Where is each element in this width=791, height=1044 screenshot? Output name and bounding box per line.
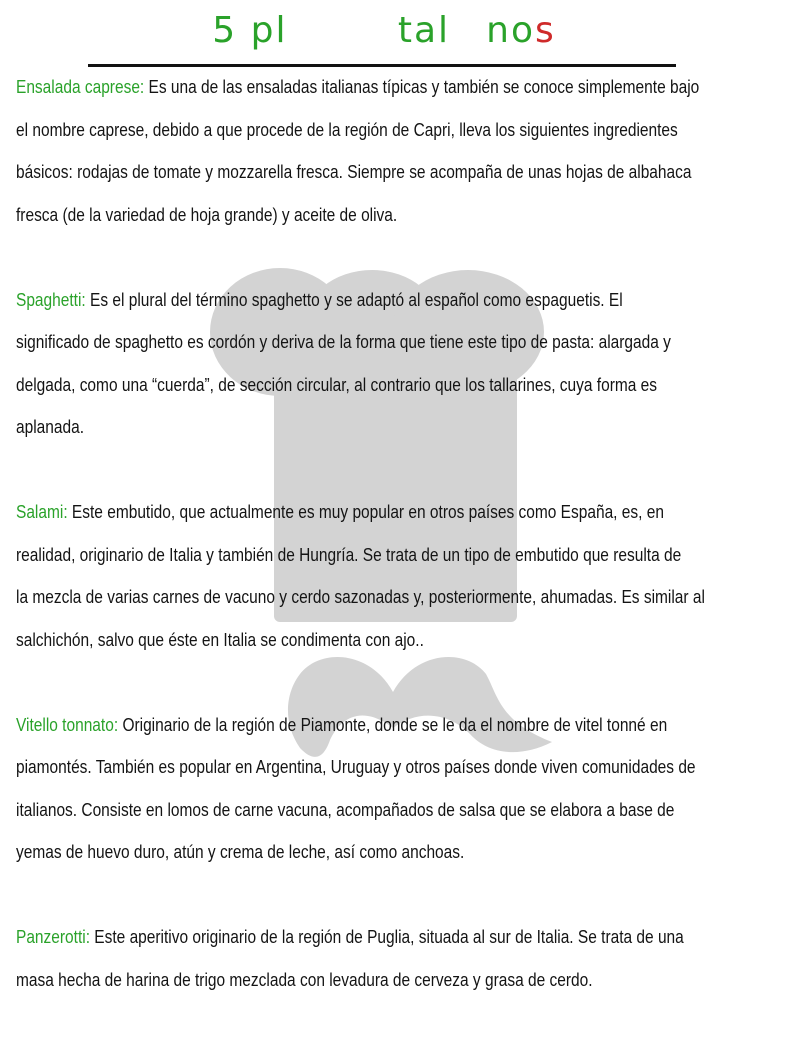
dish-text: Originario de la región de Piamonte, donde se le da el nombre de vitel tonné en — [118, 714, 668, 735]
dish-line — [16, 491, 756, 534]
dish-line — [16, 279, 756, 322]
dish-line: la mezcla de varias carnes de vacuno y cerdo sazonadas y, posteriormente, ahumadas. Es similar al — [16, 587, 705, 607]
dish-entry-salami — [16, 491, 756, 661]
dish-name: Salami: — [16, 502, 68, 522]
dish-line: aplanada. — [16, 417, 85, 437]
dish-line — [16, 704, 756, 747]
dish-line: yemas de huevo duro, atún y crema de leche, así como anchoas. — [16, 842, 465, 862]
dish-list — [16, 66, 756, 1044]
dish-line: delgada, como una “cuerda”, de sección circular, al contrario que los tallarines, cuya forma es — [16, 374, 658, 395]
dish-line: realidad, originario de Italia y también de Hungría. Se trata de un tipo de embutido que resulta de — [16, 544, 682, 565]
title-piece: atos i — [287, 10, 398, 51]
title-piece: tal — [397, 10, 451, 51]
dish-line: italianos. Consiste en lomos de carne vacuna, acompañados de salsa que se elabora a base de — [16, 799, 675, 820]
dish-text: Es el plural del término spaghetto y se adaptó al español como espaguetis. El — [85, 289, 623, 310]
title-piece: s — [534, 10, 556, 51]
title-piece: no — [486, 10, 535, 51]
dish-name: Ensalada caprese: — [16, 77, 145, 97]
dish-entry-caprese — [16, 66, 756, 236]
dish-line: masa hecha de harina de trigo mezclada con levadura de cerveza y grasa de cerdo. — [16, 969, 593, 990]
dish-name: Panzerotti: — [16, 927, 91, 947]
dish-line — [16, 66, 756, 109]
title-piece: 5 pl — [212, 10, 288, 51]
dish-text: Es una de las ensaladas italianas típicas y también se conoce simplemente bajo — [144, 77, 700, 97]
dish-line: el nombre caprese, debido a que procede de la región de Capri, lleva los siguientes ingredientes — [16, 119, 678, 140]
dish-text: Este embutido, que actualmente es muy popular en otros países como España, es, en — [67, 502, 664, 522]
dish-text: Este aperitivo originario de la región de Puglia, situada al sur de Italia. Se trata de una — [90, 927, 684, 947]
dish-entry-panzerotti — [16, 916, 756, 1001]
dish-name: Vitello tonnato: — [16, 714, 119, 735]
dish-line: básicos: rodajas de tomate y mozzarella fresca. Siempre se acompaña de unas hojas de albahaca — [16, 162, 692, 182]
title-piece: ia — [450, 10, 487, 51]
dish-line: piamontés. También es popular en Argentina, Uruguay y otros países donde viven comunidades de — [16, 757, 696, 777]
dish-entry-spaghetti — [16, 279, 756, 449]
dish-line: significado de spaghetto es cordón y deriva de la forma que tiene este tipo de pasta: alargada y — [16, 332, 671, 352]
dish-name: Spaghetti: — [16, 289, 86, 310]
dish-line — [16, 916, 756, 959]
dish-line: fresca (de la variedad de hoja grande) y aceite de oliva. — [16, 204, 398, 225]
page-title — [0, 6, 768, 56]
dish-entry-vitello-tonnato — [16, 704, 756, 874]
dish-line: salchichón, salvo que éste en Italia se condimenta con ajo.. — [16, 629, 424, 650]
